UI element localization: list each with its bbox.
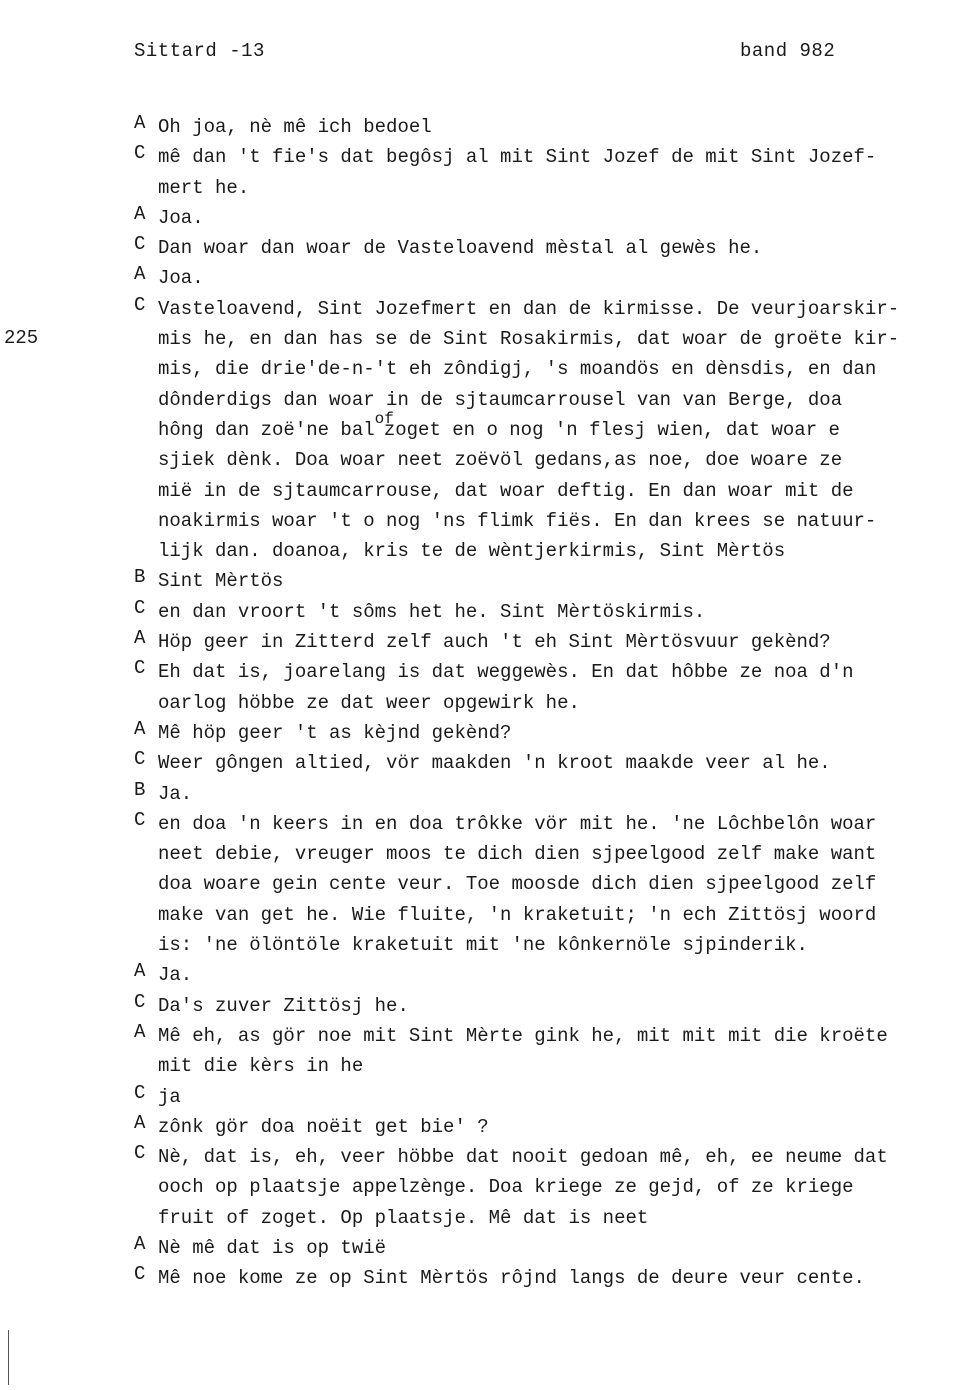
text-line [158,445,944,475]
text-line [158,869,944,899]
speaker-label: C [134,808,146,831]
line-text: Joa. [158,206,204,229]
text-line [158,294,944,324]
dialog-turn [134,263,944,293]
line-text: Sint Mèrtös [158,570,284,593]
turn-text [158,566,944,596]
line-text: mert he. [158,176,250,199]
line-text: Mê noe kome ze op Sint Mèrtös rôjnd langs de deure veur cente. [158,1267,865,1290]
turn-text [158,1142,944,1233]
text-line [158,1051,944,1081]
line-text: Vasteloavend, Sint Jozefmert en dan de kirmisse. De veurjoarskir- [158,297,900,320]
text-line [158,839,944,869]
speaker-label: C [134,748,146,771]
speaker-label: C [134,990,146,1013]
speaker-label: C [134,1142,146,1165]
speaker-label: B [134,566,146,589]
line-text: neet debie, vreuger moos te dich dien sjpeelgood zelf make want [158,843,877,866]
superscript-correction: of [374,409,394,428]
text-line [158,112,944,142]
text-line [158,203,944,233]
turn-text [158,809,944,960]
text-line [158,142,944,172]
text-line [158,173,944,203]
text-line [158,1172,944,1202]
line-text: oarlog höbbe ze dat weer opgewirk he. [158,691,580,714]
text-line [158,1263,944,1293]
text-line [158,991,944,1021]
text-line [158,566,944,596]
line-text: Oh joa, nè mê ich bedoel [158,116,432,138]
turn-text [158,203,944,233]
speaker-label: A [134,960,146,983]
line-text: noakirmis woar 't o nog 'ns flimk fiës. En dan krees se natuur- [158,509,877,532]
turn-text [158,142,944,203]
turn-text [158,960,944,990]
turn-text [158,112,944,142]
text-line [158,657,944,687]
line-text: en doa 'n keers in en doa trôkke vör mit he. 'ne Lôchbelôn woar [158,812,877,835]
dialog-turn [134,1233,944,1263]
speaker-label: C [134,1263,146,1286]
text-line [158,748,944,778]
line-text: make van get he. Wie fluite, 'n kraketuit; 'n ech Zittösj woord [158,903,877,926]
line-text: Joa. [158,267,204,290]
text-line [158,900,944,930]
text-line [158,930,944,960]
line-text: sjiek dènk. Doa woar neet zoëvöl gedans,as noe, doe woare ze [158,449,843,472]
turn-text [158,263,944,293]
text-line [158,597,944,627]
line-text: Höp geer in Zitterd zelf auch 't eh Sint Mèrtösvuur gekènd? [158,631,831,654]
speaker-label: A [134,1020,146,1043]
dialog-turn [134,748,944,778]
turn-text [158,233,944,263]
text-line [158,506,944,536]
dialog-turn [134,203,944,233]
text-line [158,688,944,718]
line-text: ja [158,1085,181,1108]
line-text-continued: zoget en o nog 'n flesj wien, dat woar e [383,418,840,441]
text-line [158,1021,944,1051]
dialog-turn [134,294,944,567]
dialog-turn [134,779,944,809]
speaker-label: A [134,1232,146,1255]
speaker-label: A [134,1111,146,1134]
turn-text [158,597,944,627]
line-text: zônk gör doa noëit get bie' ? [158,1115,489,1138]
dialog-turn [134,233,944,263]
text-line [158,263,944,293]
line-text: mis, die drie'de-n-'t eh zôndigj, 's moandös en dènsdis, en dan [158,358,877,381]
line-text: Da's zuver Zittösj he. [158,994,409,1017]
speaker-label: A [134,202,146,225]
line-text: mê dan 't fie's dat begôsj al mit Sint Jozef de mit Sint Jozef- [158,146,877,169]
dialog-turn [134,1021,944,1082]
line-text: Dan woar dan woar de Vasteloavend mèstal al gewès he. [158,237,763,260]
speaker-label: C [134,596,146,619]
text-line [158,476,944,506]
line-text: doa woare gein cente veur. Toe moosde dich dien sjpeelgood zelf [158,873,877,896]
line-text: lijk dan. doanoa, kris te de wèntjerkirmis, Sint Mèrtös [158,540,786,563]
dialog-turn [134,566,944,596]
line-text: Eh dat is, joarelang is dat weggewès. En dat hôbbe ze noa d'n [158,661,854,684]
text-line [158,1203,944,1233]
text-line [158,1142,944,1172]
line-text: Weer gôngen altied, vör maakden 'n kroot maakde veer al he. [158,752,831,775]
text-line [158,779,944,809]
text-line [158,409,944,445]
turn-text [158,1112,944,1142]
speaker-label: C [134,233,146,256]
dialog-turn [134,991,944,1021]
header-tape-number: band 982 [740,40,836,62]
turn-text [158,1233,944,1263]
text-line [158,1233,944,1263]
speaker-label: C [134,657,146,680]
turn-text [158,1082,944,1112]
speaker-label: A [134,263,146,286]
speaker-label: A [134,717,146,740]
turn-text [158,991,944,1021]
turn-text [158,748,944,778]
dialog-turn [134,627,944,657]
line-text: Ja. [158,782,193,805]
line-text: Mê eh, as gör noe mit Sint Mèrte gink he, mit mit mit die kroëte [158,1024,888,1047]
line-text: mië in de sjtaumcarrouse, dat woar deftig. En dan woar mit de [158,479,854,502]
text-line [158,1082,944,1112]
dialog-turn [134,1142,944,1233]
dialog-turn [134,960,944,990]
turn-text [158,1021,944,1082]
text-line [158,536,944,566]
speaker-label: A [134,627,146,650]
text-line [158,233,944,263]
speaker-label: A [134,112,146,134]
line-text: dônderdigs dan woar in de sjtaumcarrousel van van Berge, doa [158,388,843,411]
text-line [158,627,944,657]
turn-text [158,294,944,567]
line-text: hông dan zoë'ne bal [158,418,375,441]
turn-text [158,779,944,809]
margin-tick-mark [8,1330,9,1385]
speaker-label: C [134,293,146,316]
speaker-label: C [134,1081,146,1104]
dialog-turn [134,809,944,960]
dialog-turn [134,1263,944,1293]
turn-text [158,627,944,657]
line-text: ooch op plaatsje appelzènge. Doa kriege ze gejd, of ze kriege [158,1176,854,1199]
text-line [158,960,944,990]
line-text: mit die kèrs in he [158,1055,364,1078]
speaker-label: B [134,778,146,801]
text-line [158,324,944,354]
dialog-turn [134,1112,944,1142]
text-line [158,354,944,384]
turn-text [158,718,944,748]
turn-text [158,1263,944,1293]
dialog-turn [134,1082,944,1112]
line-text: fruit of zoget. Op plaatsje. Mê dat is neet [158,1206,649,1229]
dialog-turn [134,657,944,718]
dialog-turn [134,112,944,142]
line-text: en dan vroort 't sôms het he. Sint Mèrtöskirmis. [158,600,706,623]
text-line [158,1112,944,1142]
text-line [158,809,944,839]
text-line [158,385,944,415]
line-text: Nè, dat is, eh, veer höbbe dat nooit gedoan mê, eh, ee neume dat [158,1146,888,1169]
header-location: Sittard -13 [134,40,265,62]
line-text: Mê höp geer 't as kèjnd gekènd? [158,721,512,744]
text-line [158,718,944,748]
dialog-turn [134,718,944,748]
transcript-dialog [134,112,944,1294]
turn-text [158,657,944,718]
dialog-turn [134,142,944,203]
line-text: Nè mê dat is op twië [158,1236,387,1259]
dialog-turn [134,597,944,627]
line-text: Ja. [158,964,193,987]
margin-line-number: 225 [4,327,39,349]
speaker-label: C [134,142,146,165]
line-text: is: 'ne ölöntöle kraketuit mit 'ne kônkernöle sjpinderik. [158,934,808,957]
line-text: mis he, en dan has se de Sint Rosakirmis, dat woar de groëte kir- [158,328,900,351]
